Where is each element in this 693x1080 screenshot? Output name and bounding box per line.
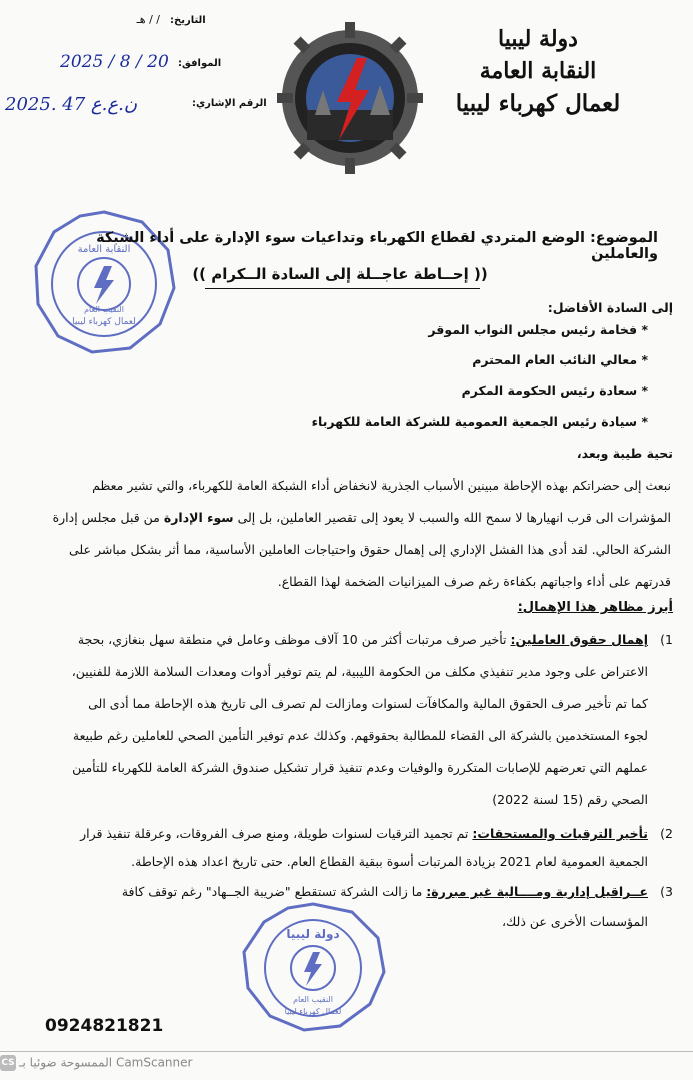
phone-number: 0924821821: [45, 1016, 164, 1036]
intro-line: الشركة الحالي. لقد أدى هذا الفشل الإداري إلى إهمال حقوق واحتياجات العاملين الأساسية، مما أثر بشكل مباشر على: [68, 542, 671, 557]
recipient-item: * معالي النائب العام المحترم: [472, 352, 648, 367]
camscanner-watermark: [0, 1055, 330, 1079]
item-number: 3): [660, 884, 673, 899]
reference-label: الرقم الإشاري:: [192, 98, 267, 109]
recipient-item: * فخامة رئيس مجلس النواب الموقر: [428, 322, 648, 337]
list-item-2-line: الجمعية العمومية لعام 2021 بزيادة المرتبات أسوة ببقية القطاع العام. حتى تاريخ اعداد هذه الإحاطة.: [131, 854, 648, 869]
org-name-line1: دولة ليبيا: [498, 26, 578, 52]
list-item-1-line: عملهم التي تعرضهم للإصابات المتكررة والوفيات وعدم تنفيذ قرار تشكيل صندوق الشركة العامة للكهرباء للتأمين: [72, 760, 648, 775]
notice-underline: [205, 288, 480, 289]
intro-line: نبعث إلى حضراتكم بهذه الإحاطة مبينين الأسباب الجذرية لانخفاض أداء الشبكة العامة للكهرباء، والتي تشير معظم: [92, 478, 671, 493]
item-number: 1): [660, 632, 673, 647]
date-value: / / هـ: [136, 13, 160, 26]
union-stamp-bottom: [238, 900, 388, 1032]
gregorian-date-handwritten: 2025 / 8 / 20: [60, 52, 169, 72]
neglect-heading: أبرز مظاهر هذا الإهمال:: [517, 600, 673, 615]
recipient-item: * سعادة رئيس الحكومة المكرم: [461, 383, 648, 398]
camscanner-text: الممسوحة ضوئيا بـ CamScanner: [19, 1055, 193, 1070]
list-item-1: إهمال حقوق العاملين: تأخير صرف مرتبات أكثر من 10 آلاف موظف وعامل في منطقة سهل بنغازي، بحجة: [77, 632, 648, 647]
greeting: تحية طيبة وبعد،: [576, 446, 673, 461]
item-number: 2): [660, 826, 673, 841]
recipients-heading: إلى السادة الأفاضل:: [547, 300, 673, 315]
camscanner-icon: CS: [0, 1055, 16, 1071]
list-item-1-line: كما تم تأخير صرف الحقوق المالية والمكافآت لسنوات ومازالت لم تصرف الى تاريخ هذه الإحاطة مما أدى الى: [88, 696, 648, 711]
stamp-top-text-center: النقيب العام: [84, 305, 124, 314]
union-logo-icon: [275, 20, 425, 175]
list-item-1-line: الاعتراض على وجود مدير تنفيذي مكلف من الحكومة الليبية، لم يتم توفير أدوات ومعدات السلامة اللازمة للفنيين،: [71, 664, 648, 679]
urgent-notice-title: (( إحــاطة عاجــلة إلى السادة الــكرام )): [192, 265, 488, 283]
date-label: التاريخ:: [170, 15, 206, 26]
gregorian-label: الموافق:: [178, 58, 222, 69]
org-name-line2: النقابة العامة: [479, 58, 597, 84]
list-item-1-line: لجوء المستخدمين بالشركة الى القضاء للمطالبة بحقوقهم. وكذلك عدم توفير التأمين الصحي للعاملين رغم طبيعة: [72, 728, 648, 743]
subject-line: الموضوع: الوضع المتردي لقطاع الكهرباء وتداعيات سوء الإدارة على أداء الشبكة والعاملين: [96, 230, 658, 262]
stamp-bottom-text-top: دولة ليبيا: [286, 927, 340, 941]
stamp-top-text-top: النقابة العامة: [77, 244, 131, 255]
footer-divider: [0, 1051, 693, 1052]
list-item-3: عــراقيل إدارية ومــــالية غير مبررة: ما زالت الشركة تستقطع "ضريبة الجــهاد" رغم توقف كافة: [121, 884, 648, 899]
reference-number-handwritten: ن.ع.ع 47 .2025: [5, 94, 138, 115]
org-name-line3: لعمال كهرباء ليبيا: [455, 90, 621, 117]
recipient-item: * سيادة رئيس الجمعية العمومية للشركة العامة للكهرباء: [311, 414, 648, 429]
stamp-bottom-text-bottom: لعمال كهرباء ليبيا: [284, 1007, 342, 1016]
intro-line: قدرتهم على أداء واجباتهم بكفاءة رغم صرف الميزانيات الضخمة لهذا القطاع.: [277, 574, 671, 589]
list-item-1-line: الصحي رقم (15 لسنة 2022): [492, 792, 648, 807]
list-item-3-line: المؤسسات الأخرى عن ذلك،: [501, 914, 648, 929]
list-item-2: تأخير الترقيات والمستحقات: تم تجميد الترقيات لسنوات طويلة، ومنع صرف الفروقات، وعرقلة تنفيذ قرار: [80, 826, 648, 841]
stamp-bottom-text-center: النقيب العام: [293, 995, 333, 1004]
stamp-top-text-bottom: لعمال كهرباء ليبيا: [72, 317, 136, 327]
intro-line: المؤشرات الى قرب انهيارها لا سمح الله والسبب لا يعود إلى تقصير العاملين، بل إلى سوء الإدارة من قبل مجلس إدارة: [52, 510, 671, 525]
